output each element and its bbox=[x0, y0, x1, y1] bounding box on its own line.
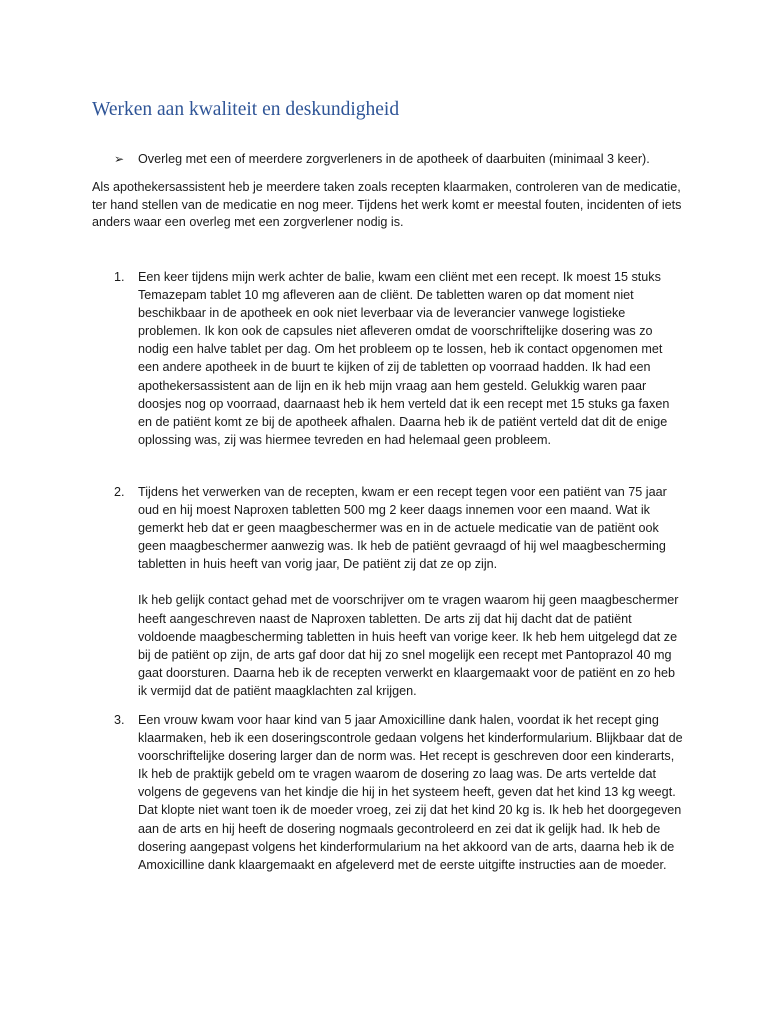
list-item-2 bbox=[114, 483, 684, 700]
list-paragraph: Een keer tijdens mijn werk achter de balie, kwam een cliënt met een recept. Ik moest 15 stuks Temazepam tablet 10 mg afleveren aan de cliënt. De tabletten waren op dat moment niet beschikbaar in de apotheek en ook niet leverbaar via de leverancier vanwege logistieke problemen. Ik kon ook de capsules niet afleveren omdat de voorschriftelijke dosering was zo nodig een halve tablet per dag. Om het probleem op te lossen, heb ik contact opgenomen met een andere apotheek in de buurt te kijken of zij de tabletten op voorraad hadden. Ik had een apothekersassistent aan de lijn en ik heb mijn vraag aan hem gesteld. Gelukkig waren paar doosjes nog op voorraad, daarnaast heb ik hem verteld dat ik een recept met 15 stuks ga faxen en de patiënt komt ze bij de apotheek afhalen. Daarna heb ik de patiënt verteld dat dit de enige oplossing was, zij was hiermee tevreden en had helemaal geen probleem. bbox=[138, 270, 670, 447]
page-title: Werken aan kwaliteit en deskundigheid bbox=[92, 99, 400, 120]
list-item-1 bbox=[114, 268, 684, 449]
list-number: 2. bbox=[114, 485, 125, 499]
list-paragraph: Een vrouw kwam voor haar kind van 5 jaar Amoxicilline dank halen, voordat ik het recept ging klaarmaken, heb ik een doseringscontrole gedaan volgens het kinderformularium. Blijkbaar dat de voorschriftelijke dosering larger dan de norm was. Het recept is geschreven door een kinderarts, Ik heb de praktijk gebeld om te vragen waarom de dosering zo laag was. De arts vertelde dat volgens de gegevens van het kindje die hij in het systeem heeft, geven dat het kind 13 kg weegt. Dat klopte niet want toen ik de moeder vroeg, zei zij dat het kind 20 kg is. Ik heb het doorgegeven aan de arts en hij heeft de dosering nogmaals gecontroleerd en zei dat ik gelijk had. Ik heb de dosering aangepast volgens het kinderformularium na het akkoord van de arts, daarna heb ik de Amoxicilline dank klaargemaakt en afgeleverd met de eerste uitgifte instructies aan de moeder. bbox=[138, 713, 683, 872]
list-number: 1. bbox=[114, 270, 125, 284]
list-paragraph: Ik heb gelijk contact gehad met de voorschrijver om te vragen waarom hij geen maagbeschermer heeft aangeschreven naast de Naproxen tabletten. De arts zij dat hij dacht dat de patiënt voldoende maagbescherming tabletten in huis heeft van vorige keer. Ik heb hem uitgelegd dat ze bij de patiënt op zijn, de arts gaf door dat hij zo snel mogelijk een recept met Pantoprazol 40 mg gaat doorsturen. Daarna heb ik de recepten verwerkt en klaargemaakt voor de patiënt en zo heb ik vermijd dat de patiënt maagklachten zal krijgen. bbox=[138, 593, 679, 698]
intro-paragraph: Als apothekersassistent heb je meerdere taken zoals recepten klaarmaken, controleren van de medicatie, ter hand stellen van de medicatie en nog meer. Tijdens het werk komt er meestal fouten, incidenten of iets anders waar een overleg met een zorgverlener nodig is. bbox=[92, 180, 682, 230]
bullet-item bbox=[114, 151, 650, 169]
list-number: 3. bbox=[114, 713, 125, 727]
bullet-text: Overleg met een of meerdere zorgverleners in de apotheek of daarbuiten (minimaal 3 keer). bbox=[138, 152, 650, 166]
list-item-3 bbox=[114, 711, 684, 874]
arrowhead-bullet-icon: ➢ bbox=[114, 152, 125, 166]
list-paragraph: Tijdens het verwerken van de recepten, kwam er een recept tegen voor een patiënt van 75 jaar oud en hij moest Naproxen tabletten 500 mg 2 keer daags innemen voor een maand. Wat ik gemerkt heb dat er geen maagbeschermer was en in de actuele medicatie van de patiënt ook geen maagbeschermer aanwezig was. Ik heb de patiënt gevraagd of hij wel maagbescherming tabletten in huis heeft van vorig jaar, De patiënt zij dat ze op zijn. bbox=[138, 485, 667, 572]
